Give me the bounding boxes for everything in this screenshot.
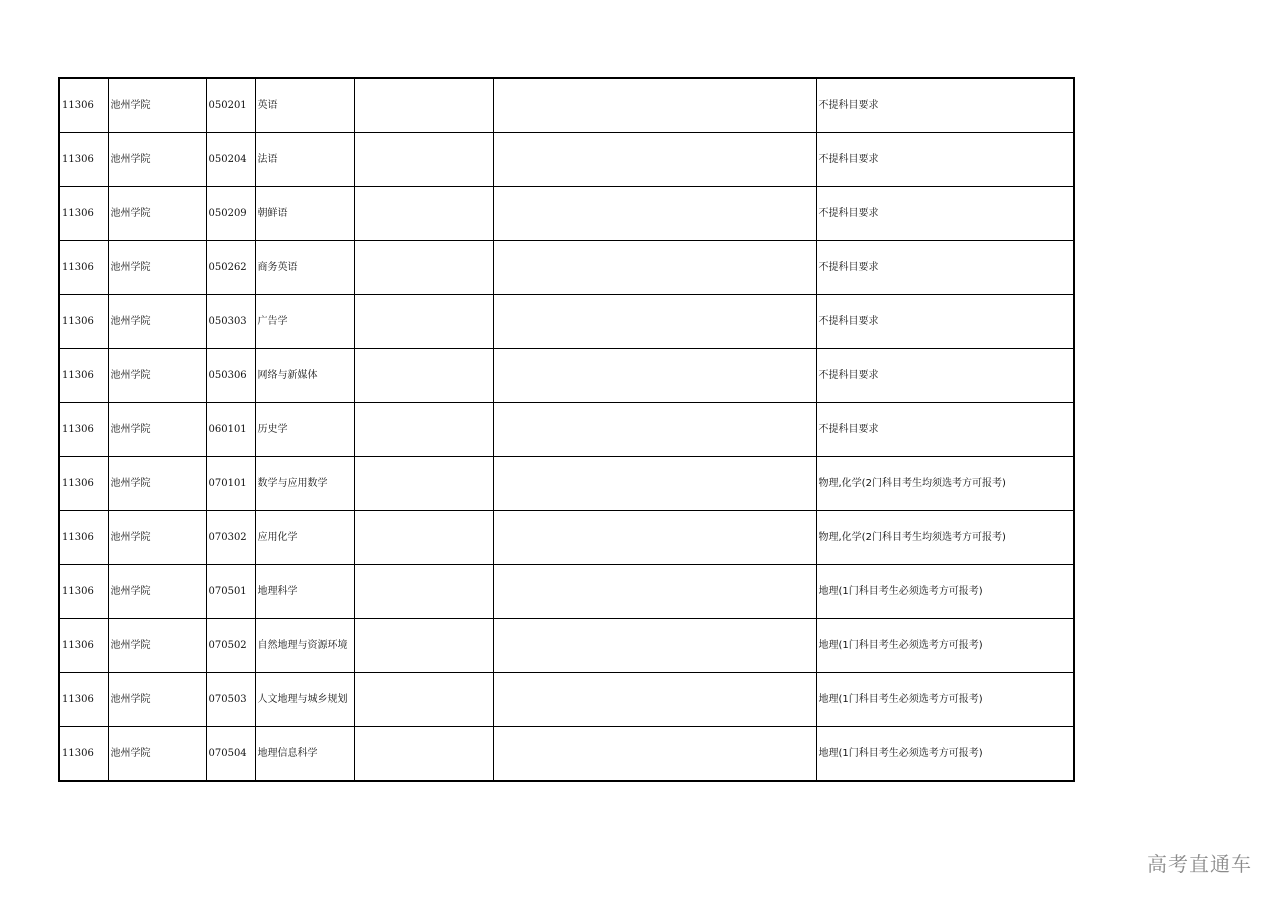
- school-name-cell: 池州学院: [108, 403, 206, 457]
- subject-requirement-cell: 地理(1门科目考生必须选考方可报考): [816, 619, 1074, 673]
- school-name-cell: 池州学院: [108, 727, 206, 782]
- blank-cell: [493, 619, 816, 673]
- blank-cell: [493, 565, 816, 619]
- table-row: [59, 565, 1074, 619]
- blank-cell: [354, 619, 493, 673]
- major-name-cell: 朝鲜语: [255, 187, 354, 241]
- blank-cell: [493, 349, 816, 403]
- major-code-cell: 050303: [206, 295, 255, 349]
- school-code-cell: 11306: [59, 457, 108, 511]
- major-code-cell: 050201: [206, 78, 255, 133]
- school-code-cell: 11306: [59, 727, 108, 782]
- major-code-cell: 070502: [206, 619, 255, 673]
- blank-cell: [493, 241, 816, 295]
- table-row: [59, 133, 1074, 187]
- blank-cell: [354, 673, 493, 727]
- blank-cell: [493, 673, 816, 727]
- table-body: [59, 78, 1074, 781]
- school-name-cell: 池州学院: [108, 133, 206, 187]
- major-name-cell: 英语: [255, 78, 354, 133]
- major-code-cell: 050262: [206, 241, 255, 295]
- subject-requirement-cell: 不提科目要求: [816, 349, 1074, 403]
- school-name-cell: 池州学院: [108, 457, 206, 511]
- blank-cell: [354, 457, 493, 511]
- table-row: [59, 673, 1074, 727]
- school-name-cell: 池州学院: [108, 511, 206, 565]
- table-row: [59, 187, 1074, 241]
- school-name-cell: 池州学院: [108, 619, 206, 673]
- school-code-cell: 11306: [59, 133, 108, 187]
- major-name-cell: 网络与新媒体: [255, 349, 354, 403]
- blank-cell: [354, 241, 493, 295]
- major-name-cell: 应用化学: [255, 511, 354, 565]
- blank-cell: [354, 78, 493, 133]
- subject-requirement-cell: 不提科目要求: [816, 133, 1074, 187]
- major-name-cell: 地理科学: [255, 565, 354, 619]
- school-code-cell: 11306: [59, 349, 108, 403]
- table-row: [59, 403, 1074, 457]
- subject-requirements-table: [58, 77, 1075, 782]
- blank-cell: [493, 295, 816, 349]
- blank-cell: [493, 78, 816, 133]
- major-name-cell: 法语: [255, 133, 354, 187]
- subject-requirement-cell: 不提科目要求: [816, 403, 1074, 457]
- major-code-cell: 070302: [206, 511, 255, 565]
- blank-cell: [493, 133, 816, 187]
- major-code-cell: 070504: [206, 727, 255, 782]
- major-name-cell: 历史学: [255, 403, 354, 457]
- major-code-cell: 050204: [206, 133, 255, 187]
- blank-cell: [493, 457, 816, 511]
- blank-cell: [354, 727, 493, 782]
- school-name-cell: 池州学院: [108, 673, 206, 727]
- school-name-cell: 池州学院: [108, 78, 206, 133]
- major-code-cell: 060101: [206, 403, 255, 457]
- school-code-cell: 11306: [59, 673, 108, 727]
- school-name-cell: 池州学院: [108, 241, 206, 295]
- table-row: [59, 457, 1074, 511]
- school-code-cell: 11306: [59, 241, 108, 295]
- major-name-cell: 数学与应用数学: [255, 457, 354, 511]
- blank-cell: [493, 511, 816, 565]
- major-name-cell: 广告学: [255, 295, 354, 349]
- major-code-cell: 050306: [206, 349, 255, 403]
- major-code-cell: 050209: [206, 187, 255, 241]
- subject-requirement-cell: 地理(1门科目考生必须选考方可报考): [816, 673, 1074, 727]
- major-code-cell: 070501: [206, 565, 255, 619]
- school-name-cell: 池州学院: [108, 295, 206, 349]
- major-code-cell: 070503: [206, 673, 255, 727]
- school-name-cell: 池州学院: [108, 187, 206, 241]
- major-name-cell: 商务英语: [255, 241, 354, 295]
- table-row: [59, 511, 1074, 565]
- school-code-cell: 11306: [59, 78, 108, 133]
- subject-requirement-cell: 地理(1门科目考生必须选考方可报考): [816, 727, 1074, 782]
- table-row: [59, 241, 1074, 295]
- blank-cell: [493, 727, 816, 782]
- blank-cell: [354, 565, 493, 619]
- subject-requirement-cell: 地理(1门科目考生必须选考方可报考): [816, 565, 1074, 619]
- blank-cell: [354, 511, 493, 565]
- subject-requirement-cell: 物理,化学(2门科目考生均须选考方可报考): [816, 511, 1074, 565]
- major-name-cell: 地理信息科学: [255, 727, 354, 782]
- table-row: [59, 295, 1074, 349]
- school-code-cell: 11306: [59, 619, 108, 673]
- table-row: [59, 349, 1074, 403]
- subject-requirement-cell: 不提科目要求: [816, 241, 1074, 295]
- subject-requirement-cell: 不提科目要求: [816, 295, 1074, 349]
- school-code-cell: 11306: [59, 187, 108, 241]
- school-code-cell: 11306: [59, 565, 108, 619]
- blank-cell: [354, 403, 493, 457]
- blank-cell: [354, 187, 493, 241]
- blank-cell: [493, 187, 816, 241]
- major-name-cell: 人文地理与城乡规划: [255, 673, 354, 727]
- blank-cell: [354, 295, 493, 349]
- blank-cell: [493, 403, 816, 457]
- table-row: [59, 727, 1074, 782]
- school-code-cell: 11306: [59, 403, 108, 457]
- subject-requirement-cell: 物理,化学(2门科目考生均须选考方可报考): [816, 457, 1074, 511]
- table-row: [59, 619, 1074, 673]
- blank-cell: [354, 349, 493, 403]
- subject-requirement-cell: 不提科目要求: [816, 78, 1074, 133]
- table-row: [59, 78, 1074, 133]
- school-code-cell: 11306: [59, 295, 108, 349]
- school-name-cell: 池州学院: [108, 349, 206, 403]
- school-code-cell: 11306: [59, 511, 108, 565]
- major-code-cell: 070101: [206, 457, 255, 511]
- blank-cell: [354, 133, 493, 187]
- subject-requirement-cell: 不提科目要求: [816, 187, 1074, 241]
- major-name-cell: 自然地理与资源环境: [255, 619, 354, 673]
- watermark: 高考直通车: [1147, 852, 1252, 876]
- school-name-cell: 池州学院: [108, 565, 206, 619]
